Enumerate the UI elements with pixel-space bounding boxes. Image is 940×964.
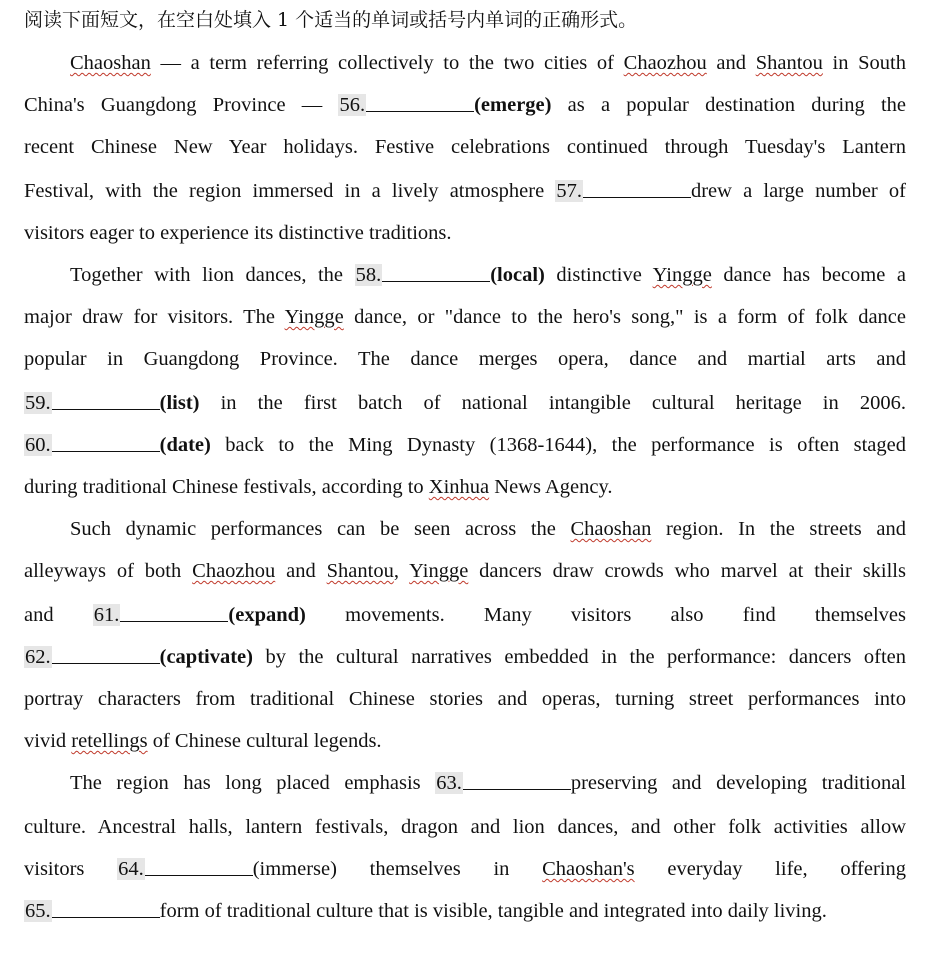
answer-blank[interactable]	[145, 857, 253, 876]
answer-blank[interactable]	[52, 645, 160, 664]
p4-line-3: visitors 64. (immerse) themselves in Chaoshan's everyday life, offering	[24, 858, 906, 880]
proper-noun: Shantou	[755, 52, 823, 74]
p1-line-3: recent Chinese New Year holidays. Festive celebrations continued through Tuesday's Lantern	[24, 136, 906, 158]
question-number: 64.	[118, 858, 144, 880]
answer-blank[interactable]	[120, 603, 228, 622]
word-hint: (date)	[159, 434, 211, 456]
question-number: 62.	[25, 646, 51, 668]
p2-line-5: 60. (date) back to the Ming Dynasty (1368-1644), the performance is often staged	[25, 434, 906, 456]
answer-blank[interactable]	[52, 433, 160, 452]
answer-blank[interactable]	[463, 771, 571, 790]
instruction-text: 阅读下面短文，在空白处填入 1 个适当的单词或括号内单词的正确形式。	[24, 9, 638, 31]
answer-blank[interactable]	[583, 179, 691, 198]
question-number: 56.	[339, 94, 366, 116]
question-number: 57.	[556, 180, 582, 202]
p1-line-2: China's Guangdong Province — 56. (emerge) as a popular destination during the	[24, 94, 906, 116]
proper-noun: Chaoshan	[570, 518, 652, 540]
word-hint: (emerge)	[474, 94, 552, 116]
word-hint: (expand)	[228, 604, 306, 626]
question-number: 61.	[93, 604, 120, 626]
question-number: 58.	[355, 264, 382, 286]
question-number: 65.	[25, 900, 51, 922]
word-hint: (local)	[490, 264, 545, 286]
answer-blank[interactable]	[382, 263, 490, 282]
p4-line-4: 65. form of traditional culture that is visible, tangible and integrated into daily living.	[25, 900, 827, 922]
p3-line-1: Such dynamic performances can be seen across the Chaoshan region. In the streets and	[70, 518, 906, 540]
p3-line-4: 62. (captivate) by the cultural narratives embedded in the performance: dancers often	[25, 646, 906, 668]
proper-noun: Shantou	[326, 560, 394, 582]
answer-blank[interactable]	[52, 391, 160, 410]
proper-noun: Chaoshan's	[542, 858, 635, 880]
p4-line-2: culture. Ancestral halls, lantern festivals, dragon and lion dances, and other folk activities allow	[24, 816, 906, 838]
proper-noun: Chaozhou	[623, 52, 707, 74]
p2-line-1: Together with lion dances, the 58. (local) distinctive Yingge dance has become a	[70, 264, 907, 286]
p3-line-3: and 61. (expand) movements. Many visitors also find themselves	[24, 604, 906, 626]
proper-noun: Yingge	[284, 306, 344, 328]
p1-line-4: Festival, with the region immersed in a lively atmosphere 57. drew a large number of	[24, 180, 906, 202]
p2-line-6: during traditional Chinese festivals, according to Xinhua News Agency.	[24, 476, 613, 498]
word-hint: (captivate)	[159, 646, 253, 668]
answer-blank[interactable]	[366, 93, 474, 112]
p3-line-2: alleyways of both Chaozhou and Shantou, Yingge dancers draw crowds who marvel at their skills	[24, 560, 906, 582]
proper-noun: Yingge	[652, 264, 712, 286]
question-number: 63.	[436, 772, 462, 794]
p3-line-6: vivid retellings of Chinese cultural legends.	[24, 730, 382, 752]
word-hint: (list)	[159, 392, 200, 414]
proper-noun: Chaozhou	[192, 560, 276, 582]
proper-noun: retellings	[71, 730, 148, 752]
p2-line-3: popular in Guangdong Province. The dance merges opera, dance and martial arts and	[24, 348, 906, 370]
p4-line-1: The region has long placed emphasis 63. preserving and developing traditional	[70, 772, 906, 794]
p1-line-5: visitors eager to experience its distinctive traditions.	[24, 222, 452, 244]
word-hint: (immerse)	[252, 858, 337, 880]
p1-line-1: Chaoshan — a term referring collectively to the two cities of Chaozhou and Shantou in South	[70, 52, 906, 74]
p2-line-2: major draw for visitors. The Yingge dance, or "dance to the hero's song," is a form of folk dance	[24, 306, 906, 328]
proper-noun: Yingge	[409, 560, 469, 582]
p2-line-4: 59. (list) in the first batch of national intangible cultural heritage in 2006.	[25, 392, 906, 414]
proper-noun: Chaoshan	[70, 52, 151, 74]
proper-noun: Xinhua	[428, 476, 490, 498]
p3-line-5: portray characters from traditional Chinese stories and operas, turning street performances into	[24, 688, 906, 710]
question-number: 60.	[25, 434, 51, 456]
question-number: 59.	[25, 392, 51, 414]
answer-blank[interactable]	[52, 899, 160, 918]
